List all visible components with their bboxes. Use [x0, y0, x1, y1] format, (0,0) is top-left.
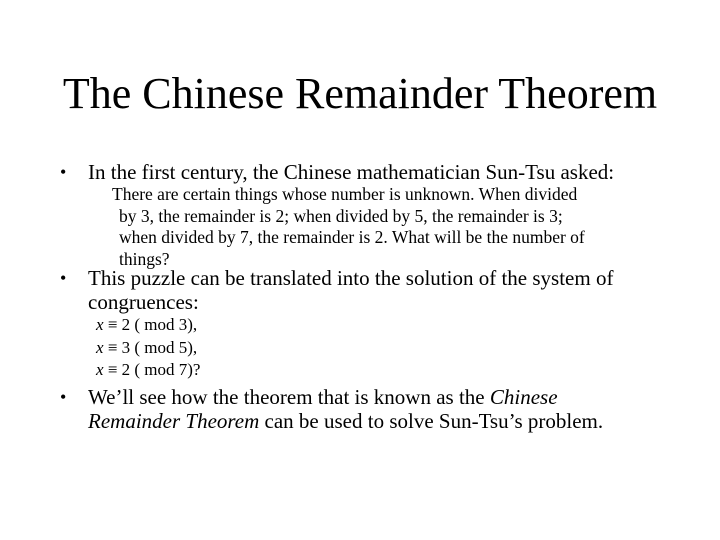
congruence-system [96, 314, 200, 382]
congruence-line-1 [96, 314, 200, 337]
bullet-icon: • [60, 162, 67, 182]
bullet-3-emphasis-1: Chinese [489, 385, 558, 409]
bullet-1-text: In the first century, the Chinese mathematician Sun-Tsu asked: [88, 160, 615, 184]
bullet-2-line-1: This puzzle can be translated into the solution of the system of [88, 266, 614, 290]
bullet-3-line-1 [88, 385, 688, 409]
congruence-line-3 [96, 359, 200, 382]
congruence-expression: ≡ 2 ( mod 3), [103, 315, 198, 334]
bullet-icon: • [60, 387, 67, 407]
bullet-icon: • [60, 268, 67, 288]
bullet-3-text [88, 385, 688, 433]
quote-line-2: by 3, the remainder is 2; when divided by 5, the remainder is 3; [119, 205, 563, 226]
quote-line-4: things? [119, 248, 170, 269]
sun-tsu-quote [112, 184, 672, 270]
congruence-variable: x [96, 337, 104, 357]
quote-line-3: when divided by 7, the remainder is 2. What will be the number of [119, 227, 585, 247]
bullet-3-suffix: can be used to solve Sun-Tsu’s problem. [259, 409, 604, 433]
congruence-variable: x [96, 315, 104, 334]
bullet-3-line-2 [88, 409, 688, 433]
congruence-line-2 [96, 337, 200, 360]
congruence-expression: ≡ 2 ( mod 7)? [103, 360, 201, 379]
bullet-2-text [88, 266, 668, 314]
bullet-2-line-2: congruences: [88, 290, 199, 314]
quote-line-1: There are certain things whose number is unknown. When divided [112, 184, 578, 204]
congruence-expression: ≡ 3 ( mod 5), [103, 337, 198, 357]
bullet-3-prefix: We’ll see how the theorem that is known as the [88, 385, 490, 409]
congruence-variable: x [96, 360, 104, 379]
slide-title: The Chinese Remainder Theorem [62, 69, 658, 118]
bullet-3-emphasis-2: Remainder Theorem [88, 409, 260, 433]
